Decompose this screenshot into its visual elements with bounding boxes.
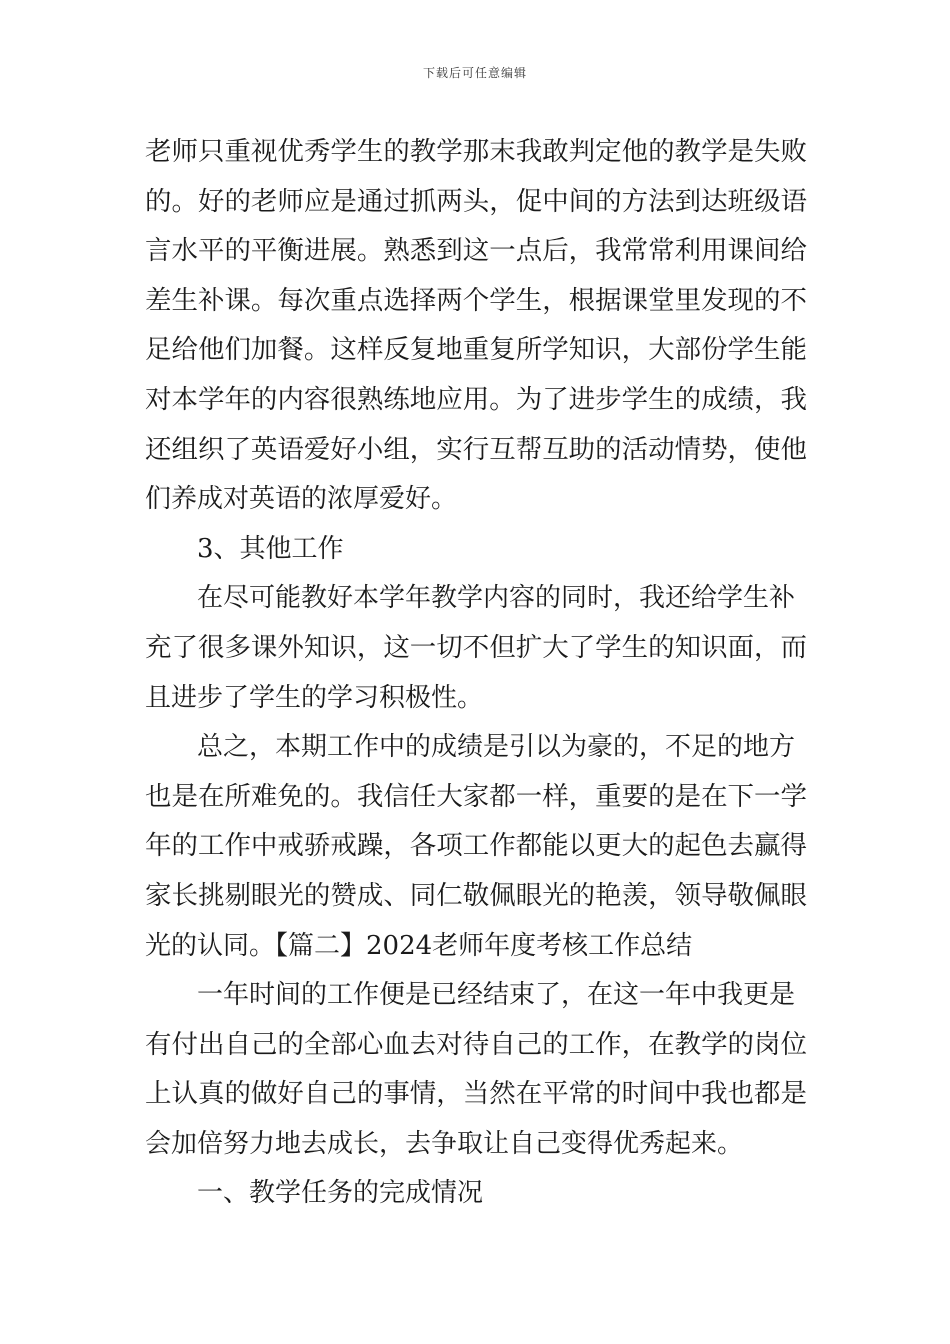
text-line: 光的认同。【篇二】2024老师年度考核工作总结	[145, 930, 693, 961]
text-line: 家长挑剔眼光的赞成、同仁敬佩眼光的艳羡，领导敬佩眼	[145, 880, 807, 911]
text-line: 且进步了学生的学习积极性。	[145, 682, 484, 713]
document-body	[145, 128, 807, 1219]
text-line: 上认真的做好自己的事情，当然在平常的时间中我也都是	[145, 1079, 807, 1110]
text-line: 老师只重视优秀学生的教学那末我敢判定他的教学是失败	[145, 137, 807, 167]
text-line: 充了很多课外知识，这一切不但扩大了学生的知识面，而	[145, 632, 807, 663]
section-heading: 一、教学任务的完成情况	[197, 1178, 484, 1209]
text-line: 差生补课。每次重点选择两个学生，根据课堂里发现的不	[145, 285, 807, 316]
text-line: 年的工作中戒骄戒躁，各项工作都能以更大的起色去赢得	[145, 831, 807, 862]
text-line: 足给他们加餐。这样反复地重复所学知识，大部份学生能	[145, 335, 807, 366]
text-line: 会加倍努力地去成长，去争取让自己变得优秀起来。	[145, 1128, 744, 1159]
page-header-watermark: 下载后可任意编辑	[422, 66, 527, 80]
text-line: 对本学年的内容很熟练地应用。为了进步学生的成绩，我	[145, 384, 807, 415]
text-line: 还组织了英语爱好小组，实行互帮互助的活动情势，使他	[145, 434, 807, 465]
section-heading: 3、其他工作	[197, 533, 344, 564]
text-line: 有付出自己的全部心血去对待自己的工作，在教学的岗位	[145, 1029, 807, 1060]
text-line: 言水平的平衡进展。熟悉到这一点后，我常常利用课间给	[145, 236, 807, 267]
text-line: 的。好的老师应是通过抓两头，促中间的方法到达班级语	[145, 186, 807, 217]
text-line: 们养成对英语的浓厚爱好。	[145, 484, 458, 515]
text-line: 也是在所难免的。我信任大家都一样，重要的是在下一学	[145, 781, 807, 812]
paragraph-first-line: 在尽可能教好本学年教学内容的同时，我还给学生补	[197, 583, 796, 614]
paragraph-first-line: 总之，本期工作中的成绩是引以为豪的，不足的地方	[197, 732, 796, 763]
paragraph-first-line: 一年时间的工作便是已经结束了，在这一年中我更是	[197, 980, 796, 1011]
